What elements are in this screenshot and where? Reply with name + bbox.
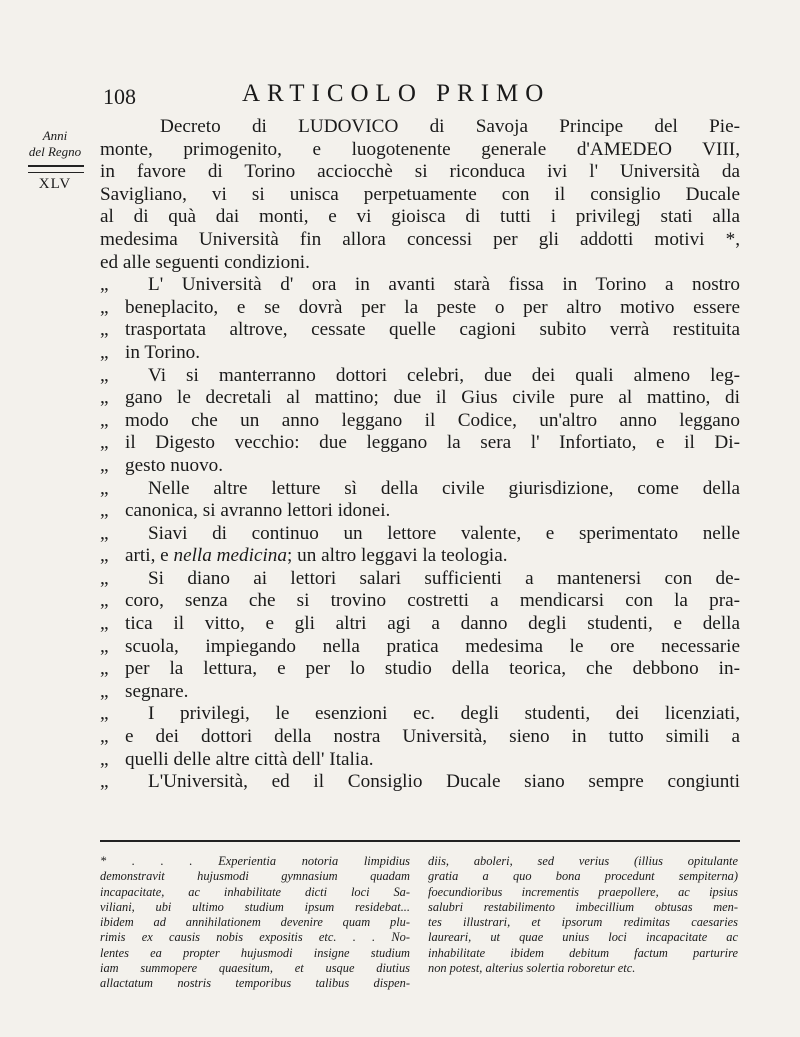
footnote-line: iam summopere quaesitum, et usque diutius <box>100 961 410 976</box>
footnote-line: foecundioribus incrementis praepollere, ac ipsius <box>428 884 738 899</box>
footnote-line: lentes ea propter hujusmodi insigne studium <box>100 945 410 960</box>
quote-mark: „ <box>100 726 109 748</box>
page-number: 108 <box>103 84 136 109</box>
quote-mark: „ <box>100 545 109 567</box>
quote-mark: „ <box>100 454 109 476</box>
quote-mark: „ <box>100 703 109 725</box>
text-line: monte, primogenito, e luogotenente generale d'AMEDEO VIII, <box>100 138 740 160</box>
text-line: „ gesto nuovo. <box>100 454 224 476</box>
text-line: in favore di Torino acciocchè si riconduca ivi l' Università da <box>100 161 740 183</box>
margin-note <box>18 128 92 160</box>
footnote-line: salubri restabilimento imbecillium obtusas men- <box>428 899 738 914</box>
text-line: „ segnare. <box>100 680 189 702</box>
footnote-line: viliani, ubi ultimo studium ipsum residebat... <box>100 899 410 914</box>
text-line: „ Si diano ai lettori salari sufficienti a mantenersi con de- <box>100 567 740 589</box>
quote-mark: „ <box>100 567 109 589</box>
quote-mark: „ <box>100 387 109 409</box>
text-line: medesima Università fin allora concessi per gli addotti motivi *, <box>100 228 740 250</box>
footnote-right-column <box>428 854 738 976</box>
text-line: „ quelli delle altre città dell' Italia. <box>100 748 374 770</box>
footnote-line: ibidem ad annihilationem devenire quam plu- <box>100 915 410 930</box>
footnote-line: rimis ex causis nobis expositis etc. . . No- <box>100 930 410 945</box>
footnote-line: non potest, alterius solertia roboretur etc. <box>428 961 636 976</box>
margin-note-line-2: del Regno <box>28 144 82 159</box>
margin-note-line-1: Anni <box>42 128 68 143</box>
margin-rule <box>28 165 84 173</box>
quote-mark: „ <box>100 771 109 793</box>
footnote-left-column <box>100 854 410 992</box>
text-line: „ arti, e nella medicina; un altro leggavi la teologia. <box>100 545 508 567</box>
quote-mark: „ <box>100 635 109 657</box>
italic-phrase: nella medicina <box>173 545 287 567</box>
margin-year: XLV <box>38 176 72 192</box>
body-text <box>100 116 740 794</box>
text-line: „ in Torino. <box>100 341 201 363</box>
text-line: „ e dei dottori della nostra Università, sieno in tutto simili a <box>100 726 740 748</box>
footnote-line: inhabilitate ibidem debitum factum parturire <box>428 945 738 960</box>
footnote-line: diis, aboleri, sed verius (illius opitulante <box>428 854 738 868</box>
footnote-rule <box>100 840 740 842</box>
text-line: al di quà dai monti, e vi gioisca di tutti i privilegj stati alla <box>100 206 740 228</box>
text-line: Decreto di LUDOVICO di Savoja Principe del Pie- <box>160 116 740 137</box>
quote-mark: „ <box>100 296 109 318</box>
quote-mark: „ <box>100 500 109 522</box>
text-line: „ modo che un anno leggano il Codice, un'altro anno leggano <box>100 409 740 431</box>
page-title: ARTICOLO PRIMO <box>242 80 551 107</box>
footnote-line: allactatum nostris temporibus talibus dispen- <box>100 976 410 991</box>
quote-mark: „ <box>100 522 109 544</box>
quote-mark: „ <box>100 680 109 702</box>
text-line: „ Vi si manterranno dottori celebri, due dei quali almeno leg- <box>100 364 740 386</box>
text-line: ed alle seguenti condizioni. <box>100 251 310 273</box>
text-line: Savigliano, vi si unisca perpetuamente con il consiglio Ducale <box>100 183 740 205</box>
quote-mark: „ <box>100 432 109 454</box>
footnote-line: demonstravit hujusmodi gymnasium quadam <box>100 869 410 884</box>
text-line: „ coro, senza che si trovino costretti a mendicarsi con la pra- <box>100 590 740 612</box>
text-line: „ beneplacito, e se dovrà per la peste o per altro motivo essere <box>100 296 740 318</box>
footnote-line: tes illustrari, et ipsorum redimitas caesaries <box>428 915 738 930</box>
quote-mark: „ <box>100 341 109 363</box>
text-line: „ I privilegi, le esenzioni ec. degli studenti, dei licenziati, <box>100 703 740 725</box>
footnote-line: incapacitate, ac inhabilitate dicti loci Sa- <box>100 884 410 899</box>
quote-mark: „ <box>100 409 109 431</box>
text-line: „ canonica, si avranno lettori idonei. <box>100 500 391 522</box>
quote-mark: „ <box>100 274 109 296</box>
quote-mark: „ <box>100 658 109 680</box>
text-line: „ il Digesto vecchio: due leggano la sera l' Infortiato, e il Di- <box>100 432 740 454</box>
footnote-line: gratia a quo bona procedunt sempiterna) <box>428 869 738 884</box>
text-line: „ per la lettura, e per lo studio della teorica, che debbono in- <box>100 658 740 680</box>
quote-mark: „ <box>100 590 109 612</box>
text-line: „ tica il vitto, e gli altri agi a danno degli studenti, e della <box>100 613 740 635</box>
quote-mark: „ <box>100 364 109 386</box>
quote-mark: „ <box>100 613 109 635</box>
quote-mark: „ <box>100 748 109 770</box>
footnote-line: laureari, ut quae unius loci incapacitate ac <box>428 930 738 945</box>
text-line: „ L'Università, ed il Consiglio Ducale siano sempre congiunti <box>100 771 740 793</box>
text-line: „ Siavi di continuo un lettore valente, e sperimentato nelle <box>100 522 740 544</box>
text-line: „ Nelle altre letture sì della civile giurisdizione, come della <box>100 477 740 499</box>
text-line: „ L' Università d' ora in avanti starà fissa in Torino a nostro <box>100 274 740 296</box>
text-line: „ trasportata altrove, cessate quelle cagioni subito verrà restituita <box>100 319 740 341</box>
quote-mark: „ <box>100 477 109 499</box>
text-line: „ gano le decretali al mattino; due il Gius civile pure al mattino, di <box>100 387 740 409</box>
quote-mark: „ <box>100 319 109 341</box>
footnote-line: * . . . Experientia notoria limpidius <box>100 854 410 868</box>
text-line: „ scuola, impiegando nella pratica medesima le ore necessarie <box>100 635 740 657</box>
